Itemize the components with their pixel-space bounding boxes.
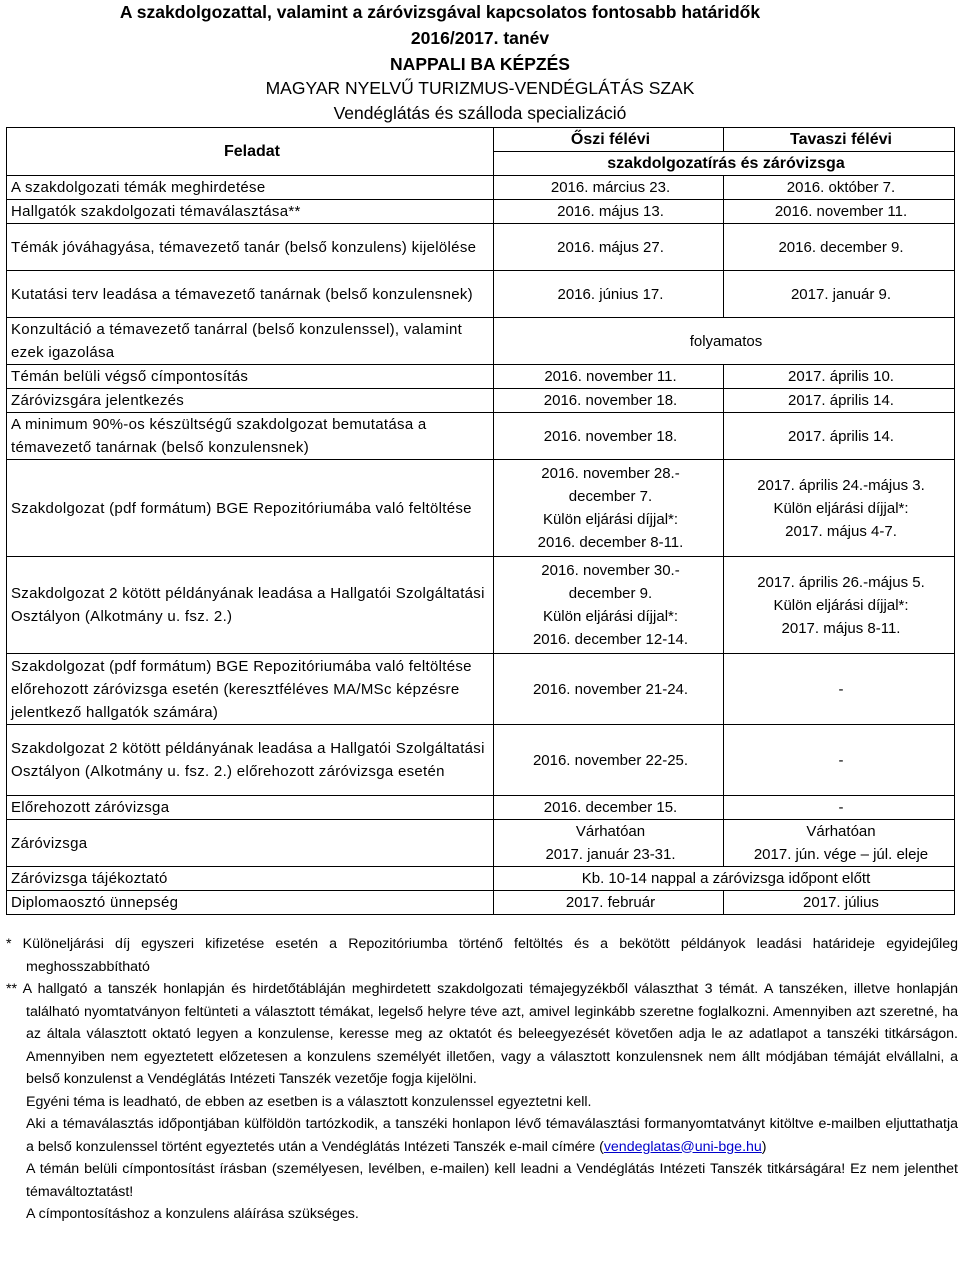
- date-line: 2016. december 12-14.: [532, 631, 689, 648]
- task-cell: Szakdolgozat (pdf formátum) BGE Repozitóriumába való feltöltése előrehozott záróvizsga esetén (keresztféléves MA/MSc képzésre jelentkező hallgatók számára): [7, 654, 494, 725]
- col-header-autumn: Őszi félévi: [494, 128, 724, 152]
- task-cell: Előrehozott záróvizsga: [7, 796, 494, 820]
- table-row: [7, 271, 955, 318]
- date-line: 2017. április 24.-május 3.: [757, 476, 925, 494]
- autumn-cell: 2016. május 13.: [494, 200, 724, 224]
- date-line: Külön eljárási díjjal*:: [542, 511, 679, 528]
- task-cell: Konzultáció a témavezető tanárral (belső konzulenssel), valamint ezek igazolása: [7, 318, 494, 365]
- autumn-cell: 2016. november 18.: [494, 413, 724, 460]
- date-line: december 9.: [568, 585, 653, 602]
- spring-cell: [724, 460, 955, 557]
- spring-cell: [724, 557, 955, 654]
- date-line: 2017. május 8-11.: [781, 619, 901, 637]
- date-line: 2017. jún. vége – júl. eleje: [753, 846, 929, 863]
- footnotes: [6, 933, 958, 1226]
- table-row: [7, 176, 955, 200]
- table-row: [7, 389, 955, 413]
- task-cell: Témák jóváhagyása, témavezető tanár (belső konzulens) kijelölése: [7, 224, 494, 271]
- task-cell: Szakdolgozat 2 kötött példányának leadása a Hallgatói Szolgáltatási Osztályon (Alkotmány u. fsz. 2.): [7, 557, 494, 654]
- deadlines-table: [6, 127, 955, 915]
- autumn-cell: 2016. december 15.: [494, 796, 724, 820]
- spring-cell: 2016. október 7.: [724, 176, 955, 200]
- table-row: [7, 365, 955, 389]
- task-cell: Kutatási terv leadása a témavezető tanárnak (belső konzulensnek): [7, 271, 494, 318]
- date-line: 2017. május 4-7.: [785, 522, 897, 540]
- autumn-cell: 2016. május 27.: [494, 224, 724, 271]
- autumn-cell: [494, 557, 724, 654]
- date-line: 2016. november 30.-: [541, 562, 680, 579]
- spring-cell: 2016. december 9.: [724, 224, 955, 271]
- task-cell: Diplomaosztó ünnepség: [7, 891, 494, 915]
- note-title-refinement: A témán belüli címpontosítást írásban (személyesen, levélben, e-mailen) kell leadni a Vendéglátás Intézeti Tanszék titkárságára! Ez nem jelenthet témaváltoztatást!: [26, 1161, 958, 1200]
- task-cell: A minimum 90%-os készültségű szakdolgozat bemutatása a témavezető tanárnak (belső konzulensnek): [7, 413, 494, 460]
- table-row: [7, 725, 955, 796]
- autumn-cell: 2016. június 17.: [494, 271, 724, 318]
- col-header-spring: Tavaszi félévi: [724, 128, 955, 152]
- email-link[interactable]: vendeglatas@uni-bge.hu: [603, 1138, 762, 1155]
- table-header-row: [7, 128, 955, 152]
- task-cell: Szakdolgozat 2 kötött példányának leadása a Hallgatói Szolgáltatási Osztályon (Alkotmány u. fsz. 2.) előrehozott záróvizsga esetén: [7, 725, 494, 796]
- specialization-name: Vendéglátás és szálloda specializáció: [333, 103, 627, 123]
- spring-cell: 2017. április 14.: [724, 413, 955, 460]
- col-header-task: Feladat: [7, 128, 494, 176]
- table-row: [7, 654, 955, 725]
- table-row: [7, 796, 955, 820]
- note-signature: A címpontosításhoz a konzulens aláírása szükséges.: [26, 1206, 359, 1222]
- date-line: Külön eljárási díjjal*:: [773, 596, 909, 614]
- note-individual-topic: Egyéni téma is leadható, de ebben az esetben is a választott konzulenssel egyeztetni kell.: [26, 1093, 592, 1110]
- autumn-cell: 2016. november 18.: [494, 389, 724, 413]
- spring-cell: 2017. július: [724, 891, 955, 915]
- date-line: 2016. december 8-11.: [537, 534, 684, 551]
- spring-cell: -: [724, 796, 955, 820]
- major-name: MAGYAR NYELVŰ TURIZMUS-VENDÉGLÁTÁS SZAK: [265, 78, 695, 98]
- autumn-cell: 2016. november 22-25.: [494, 725, 724, 796]
- date-line: december 7.: [568, 488, 653, 505]
- autumn-cell: [494, 460, 724, 557]
- footnote-fee: * Különeljárási díj egyszeri kifizetése esetén a Repozitóriumba történő feltöltés és a bekötött példányok leadási határideje egyidejűleg meghosszabbítható: [6, 936, 958, 975]
- table-row: [7, 200, 955, 224]
- footnote-topic-selection: ** A hallgató a tanszék honlapján és hirdetőtábláján meghirdetett szakdolgozati témajegyzékből választhat 3 témát. A tanszéken, illetve honlapján található nyomtatványon feltünteti a választott témákat, legelső helyre téve azt, amivel leginkább szeretne foglalkozni. Amennyiben azt szeretné, ha az általa választott oktató legyen a konzulense, keresse meg az oktatót és beleegyezését követően adja le az adatlapot a tanszéki titkárságon. Amennyiben nem egyeztetett előzetesen a konzulens személyét illetően, vagy a választott konzulensnek nem állt módjában témáját elvállalni, a belső konzulenst a Vendéglátás Intézeti Tanszék vezetője fogja kijelölni.: [6, 981, 958, 1087]
- note-abroad-close: ): [761, 1138, 767, 1155]
- autumn-cell: [494, 820, 724, 867]
- spring-cell: -: [724, 725, 955, 796]
- table-row: [7, 557, 955, 654]
- merged-cell: folyamatos: [494, 318, 955, 365]
- task-cell: Záróvizsga: [7, 820, 494, 867]
- table-row: [7, 891, 955, 915]
- task-cell: A szakdolgozati témák meghirdetése: [7, 176, 494, 200]
- spring-cell: 2016. november 11.: [724, 200, 955, 224]
- date-line: 2017. április 26.-május 5.: [757, 573, 925, 591]
- table-row: [7, 867, 955, 891]
- table-row: [7, 318, 955, 365]
- autumn-cell: 2016. november 21-24.: [494, 654, 724, 725]
- merged-cell: Kb. 10-14 nappal a záróvizsga időpont előtt: [494, 867, 955, 891]
- date-line: 2016. november 28.-: [541, 465, 680, 482]
- date-line: 2017. január 23-31.: [545, 846, 676, 863]
- autumn-cell: 2016. november 11.: [494, 365, 724, 389]
- note-abroad: [6, 1113, 958, 1158]
- col-subheader: szakdolgozatírás és záróvizsga: [494, 152, 955, 176]
- table-row: [7, 413, 955, 460]
- task-cell: Záróvizsgára jelentkezés: [7, 389, 494, 413]
- date-line: Külön eljárási díjjal*:: [542, 608, 679, 625]
- task-cell: Témán belüli végső címpontosítás: [7, 365, 494, 389]
- date-line: Várhatóan: [806, 823, 876, 840]
- date-line: Külön eljárási díjjal*:: [773, 499, 909, 517]
- document-header: [0, 0, 960, 126]
- spring-cell: [724, 820, 955, 867]
- academic-year: 2016/2017. tanév: [410, 28, 550, 48]
- table-row: [7, 460, 955, 557]
- task-cell: Szakdolgozat (pdf formátum) BGE Repozitóriumába való feltöltése: [7, 460, 494, 557]
- table-row: [7, 820, 955, 867]
- autumn-cell: 2017. február: [494, 891, 724, 915]
- document-title: A szakdolgozattal, valamint a záróvizsgával kapcsolatos fontosabb határidők: [119, 2, 761, 22]
- spring-cell: 2017. április 14.: [724, 389, 955, 413]
- table-row: [7, 224, 955, 271]
- spring-cell: 2017. január 9.: [724, 271, 955, 318]
- task-cell: Hallgatók szakdolgozati témaválasztása**: [7, 200, 494, 224]
- spring-cell: 2017. április 10.: [724, 365, 955, 389]
- task-cell: Záróvizsga tájékoztató: [7, 867, 494, 891]
- date-line: Várhatóan: [575, 823, 646, 840]
- program-name: NAPPALI BA KÉPZÉS: [390, 54, 570, 74]
- spring-cell: -: [724, 654, 955, 725]
- note-abroad-text: Aki a témaválasztás időpontjában külföldön tartózkodik, a tanszéki honlapon lévő témaválasztási formanyomtatványt kitöltve e-mailben eljuttathatja a belső konzulenssel történt egyeztetés után a Vendéglátás Intézeti Tanszék e-mail címére (: [26, 1116, 958, 1155]
- autumn-cell: 2016. március 23.: [494, 176, 724, 200]
